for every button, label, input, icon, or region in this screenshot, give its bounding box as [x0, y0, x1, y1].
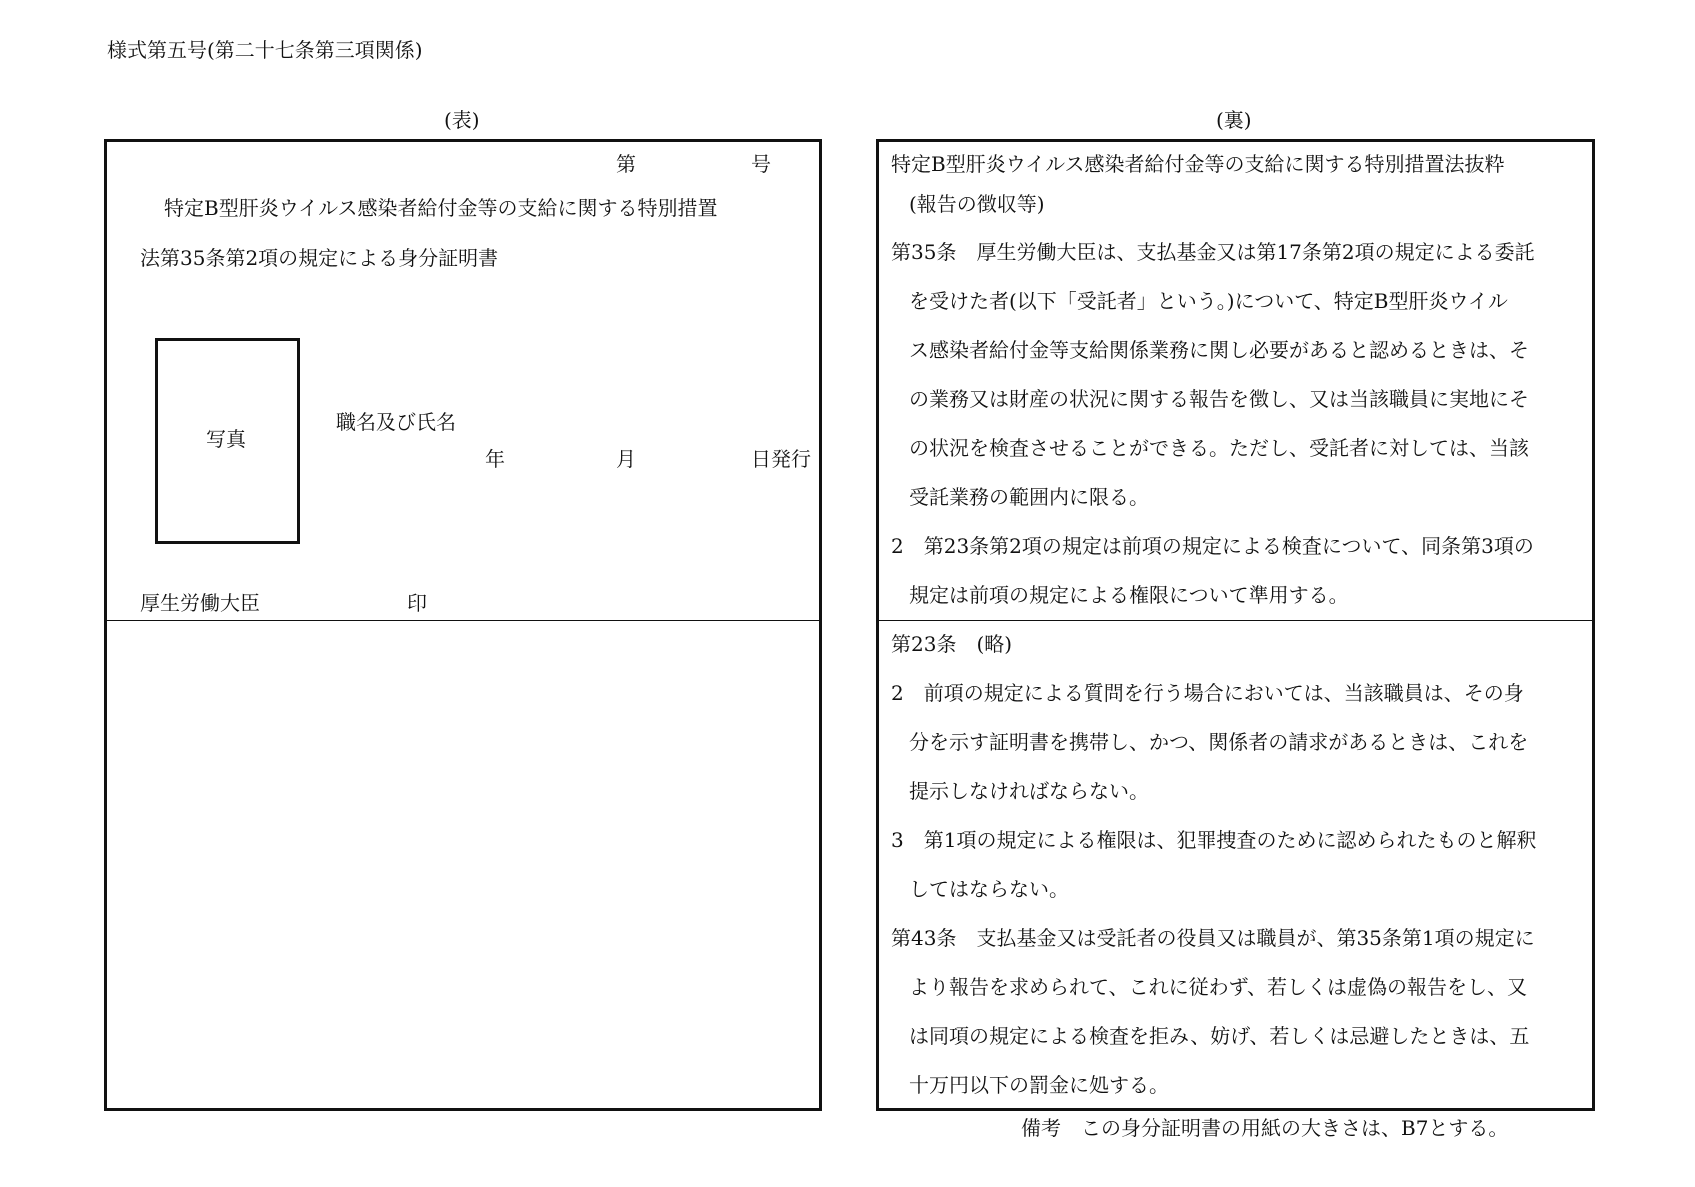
- article23-line: 2 前項の規定による質問を行う場合においては、当該職員は、その身: [891, 681, 1524, 705]
- front-divider: [107, 620, 819, 621]
- article35-line: 規定は前項の規定による権限について準用する。: [909, 583, 1349, 607]
- front-label: (表): [444, 108, 480, 132]
- minister-label: 厚生労働大臣: [140, 591, 260, 615]
- number-dai: 第: [616, 152, 636, 176]
- photo-box: [155, 338, 300, 544]
- date-month: 月: [616, 447, 636, 471]
- back-heading: 特定B型肝炎ウイルス感染者給付金等の支給に関する特別措置法抜粋: [891, 152, 1505, 176]
- certificate-title-line1: 特定B型肝炎ウイルス感染者給付金等の支給に関する特別措置: [164, 196, 718, 220]
- back-subheading: (報告の徴収等): [909, 192, 1045, 216]
- certificate-title-line2: 法第35条第2項の規定による身分証明書: [140, 246, 499, 270]
- seal-label: 印: [407, 591, 427, 615]
- article35-line: の業務又は財産の状況に関する報告を徴し、又は当該職員に実地にそ: [909, 387, 1529, 411]
- article23-line: 第23条 (略): [891, 632, 1013, 656]
- article23-line: 分を示す証明書を携帯し、かつ、関係者の請求があるときは、これを: [909, 730, 1529, 754]
- article23-line: してはならない。: [909, 877, 1069, 901]
- article35-line: の状況を検査させることができる。ただし、受託者に対しては、当該: [909, 436, 1529, 460]
- front-card: [104, 139, 822, 1111]
- article43-line: は同項の規定による検査を拒み、妨げ、若しくは忌避したときは、五: [909, 1024, 1530, 1048]
- back-label: (裏): [1216, 108, 1252, 132]
- article35-line: 受託業務の範囲内に限る。: [909, 485, 1149, 509]
- article43-line: 十万円以下の罰金に処する。: [909, 1073, 1169, 1097]
- article35-line: を受けた者(以下「受託者」という。)について、特定B型肝炎ウイル: [909, 289, 1508, 313]
- size-note: 備考 この身分証明書の用紙の大きさは、B7とする。: [1021, 1116, 1509, 1140]
- form-title: 様式第五号(第二十七条第三項関係): [107, 38, 423, 62]
- number-go: 号: [751, 152, 771, 176]
- photo-label: 写真: [206, 427, 246, 451]
- article43-line: 第43条 支払基金又は受託者の役員又は職員が、第35条第1項の規定に: [891, 926, 1535, 950]
- article35-line: 第35条 厚生労働大臣は、支払基金又は第17条第2項の規定による委託: [891, 240, 1535, 264]
- back-card: [876, 139, 1595, 1111]
- article35-line: 2 第23条第2項の規定は前項の規定による検査について、同条第3項の: [891, 534, 1534, 558]
- article23-line: 提示しなければならない。: [909, 779, 1149, 803]
- name-label: 職名及び氏名: [336, 410, 456, 434]
- article35-line: ス感染者給付金等支給関係業務に関し必要があると認めるときは、そ: [909, 338, 1529, 362]
- article43-line: より報告を求められて、これに従わず、若しくは虚偽の報告をし、又: [909, 975, 1527, 999]
- article23-line: 3 第1項の規定による権限は、犯罪捜査のために認められたものと解釈: [891, 828, 1537, 852]
- back-divider: [879, 620, 1592, 621]
- date-year: 年: [485, 447, 505, 471]
- date-day-issued: 日発行: [751, 447, 811, 471]
